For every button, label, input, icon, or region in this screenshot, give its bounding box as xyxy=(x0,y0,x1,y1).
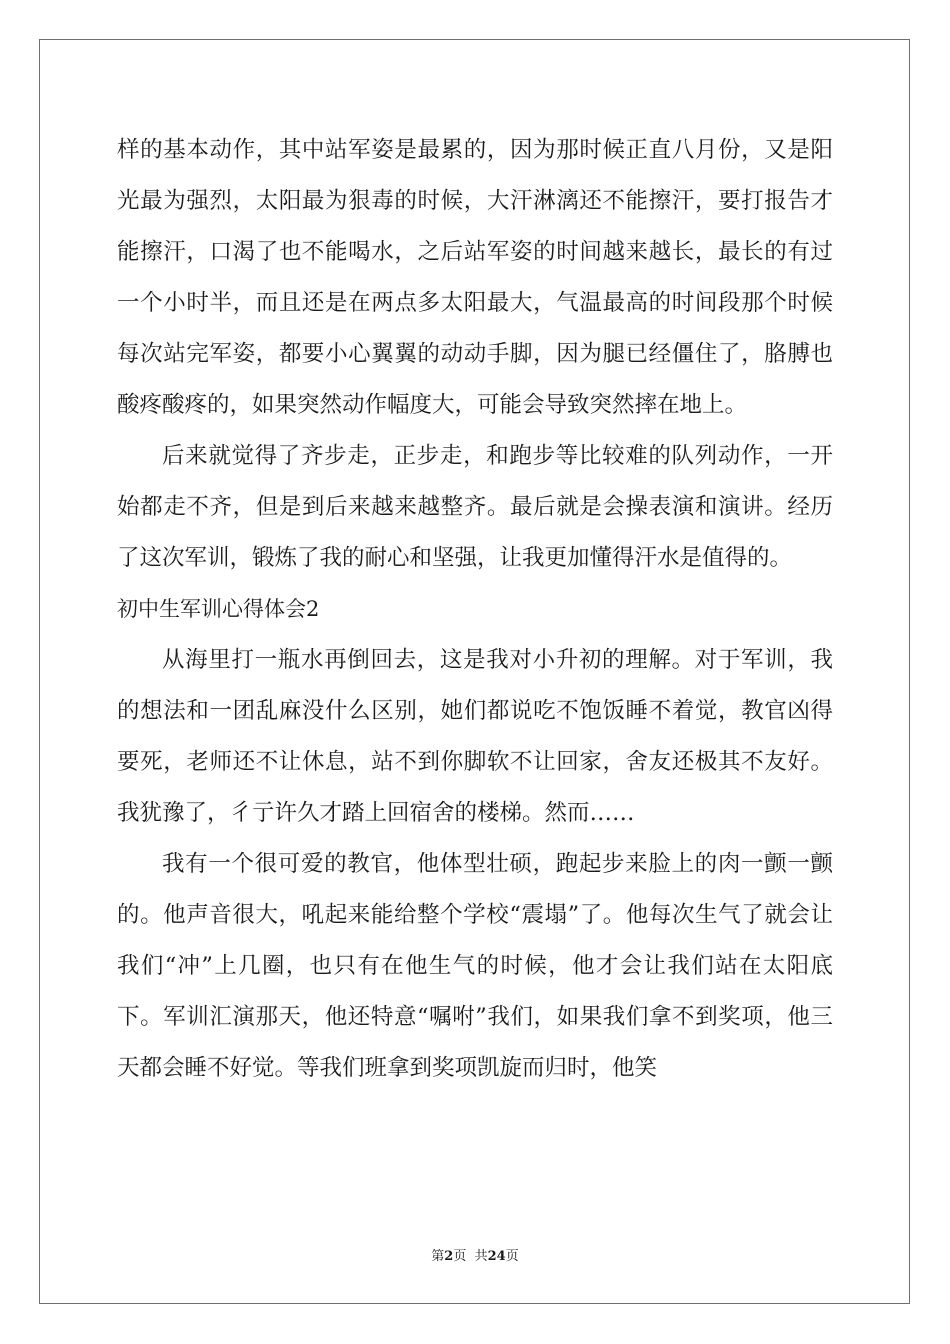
page-current: 2 xyxy=(444,1249,454,1264)
page-mid: 页 共 xyxy=(453,1249,488,1264)
page-total: 24 xyxy=(487,1249,506,1264)
paragraph-continued: 样的基本动作，其中站军姿是最累的，因为那时候正直八月份，又是阳光最为强烈，太阳最为狠毒的时候，大汗淋漓还不能擦汗，要打报告才能擦汗，口渴了也不能喝水，之后站军姿的时间越来越长，最长的有过一个小时半，而且还是在两点多太阳最大，气温最高的时间段那个时候每次站完军姿，都要小心翼翼的动动手脚，因为腿已经僵住了，胳膊也酸疼酸疼的，如果突然动作幅度大，可能会导致突然摔在地上。 xyxy=(117,137,833,418)
document-body xyxy=(117,125,833,1094)
page-prefix: 第 xyxy=(431,1249,445,1264)
page-suffix: 页 xyxy=(505,1249,519,1264)
paragraph: 我有一个很可爱的教官，他体型壮硕，跑起步来脸上的肉一颤一颤的。他声音很大，吼起来能给整个学校“震塌”了。他每次生气了就会让我们“冲”上几圈，也只有在他生气的时候，他才会让我们站在太阳底下。军训汇演那天，他还特意“嘱咐”我们，如果我们拿不到奖项，他三天都会睡不好觉。等我们班拿到奖项凯旋而归时，他笑 xyxy=(117,851,833,1081)
paragraph: 从海里打一瓶水再倒回去，这是我对小升初的理解。对于军训，我的想法和一团乱麻没什么区别，她们都说吃不饱饭睡不着觉，教官凶得要死，老师还不让休息，站不到你脚软不让回家，舍友还极其不友好。我犹豫了，彳亍许久才踏上回宿舍的楼梯。然而…… xyxy=(117,647,833,826)
page-footer xyxy=(0,1245,950,1264)
section-heading: 初中生军训心得体会2 xyxy=(117,597,320,621)
paragraph: 后来就觉得了齐步走，正步走，和跑步等比较难的队列动作，一开始都走不齐，但是到后来越来越整齐。最后就是会操表演和演讲。经历了这次军训，锻炼了我的耐心和坚强，让我更加懂得汗水是值得的。 xyxy=(117,443,833,571)
